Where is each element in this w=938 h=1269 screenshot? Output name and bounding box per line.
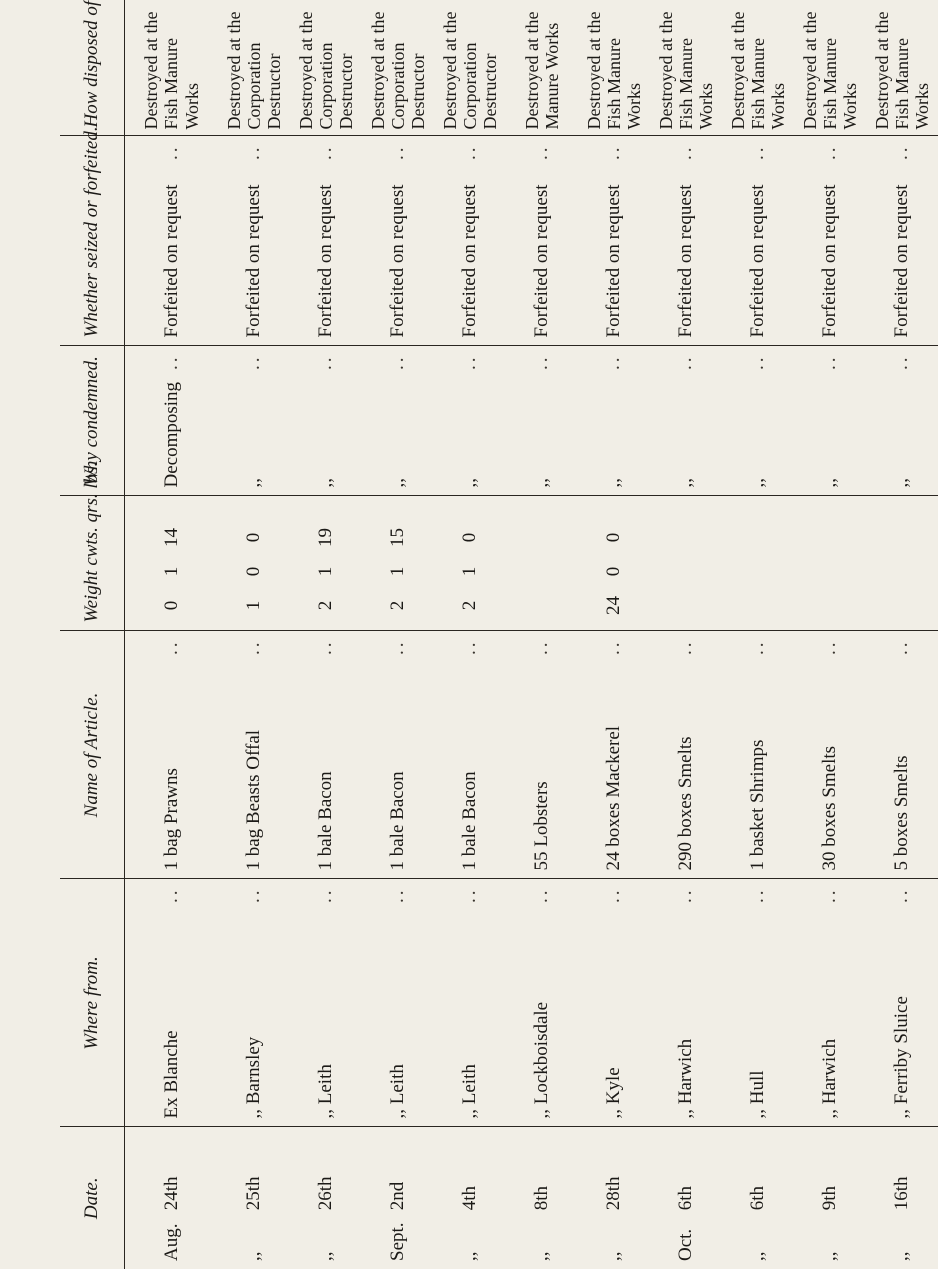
leader-dots: .. xyxy=(160,887,182,903)
article: 1 basket Shrimps xyxy=(747,739,768,871)
weight-cell xyxy=(506,496,578,631)
leader-dots: .. xyxy=(891,639,912,655)
leader-dots: .. xyxy=(315,639,336,655)
date-cell xyxy=(650,1127,722,1269)
reason: ,, xyxy=(387,478,408,488)
origin: ,, Leith xyxy=(459,1064,480,1119)
header-article: Name of Article. xyxy=(60,631,125,879)
leader-dots: .. xyxy=(531,639,552,655)
weight-cwts: 24 xyxy=(603,596,624,615)
weight-cell xyxy=(650,496,722,631)
disposal: Destroyed at the Fish Manure Works xyxy=(583,11,645,130)
date-cell xyxy=(506,1127,578,1269)
date-cell xyxy=(578,1127,650,1269)
table-row xyxy=(506,0,578,1269)
article-cell xyxy=(218,631,290,879)
leader-dots: .. xyxy=(819,887,840,903)
seized-cell xyxy=(578,136,650,346)
seized-status: Forfeited on request xyxy=(891,184,912,338)
day: 28th xyxy=(603,1176,624,1211)
leader-dots: .. xyxy=(531,887,552,903)
leader-dots: .. xyxy=(243,887,264,903)
seized-status: Forfeited on request xyxy=(459,184,480,338)
weight-qrs: 1 xyxy=(459,566,480,577)
month: ,, xyxy=(459,1251,480,1261)
origin: ,, Leith xyxy=(315,1064,336,1119)
day: 6th xyxy=(747,1185,768,1211)
disposal: Destroyed at the Fish Manure Works xyxy=(655,11,717,130)
table-row xyxy=(290,0,362,1269)
leader-dots: .. xyxy=(819,144,840,160)
header-seized-forfeited: Whether seized or forfeited. xyxy=(60,136,125,346)
month: ,, xyxy=(315,1251,336,1261)
leader-dots: .. xyxy=(315,887,336,903)
table-row xyxy=(218,0,290,1269)
leader-dots: .. xyxy=(387,639,408,655)
disposal: Destroyed at the Corporation Destructor xyxy=(295,11,357,130)
seized-status: Forfeited on request xyxy=(315,184,336,338)
day: 8th xyxy=(531,1185,552,1211)
month: ,, xyxy=(747,1251,768,1261)
origin: Ex Blanche xyxy=(160,1030,182,1119)
month: Aug. xyxy=(160,1223,182,1261)
weight-cell xyxy=(218,496,290,631)
leader-dots: .. xyxy=(747,887,768,903)
seized-status: Forfeited on request xyxy=(603,184,624,338)
disposed-cell xyxy=(434,0,506,136)
leader-dots: .. xyxy=(531,144,552,160)
date-cell xyxy=(434,1127,506,1269)
month: ,, xyxy=(603,1251,624,1261)
month: ,, xyxy=(891,1251,912,1261)
weight-lbs: 0 xyxy=(459,532,480,543)
where-from-cell xyxy=(866,879,938,1127)
disposed-cell xyxy=(866,0,938,136)
where-from-cell xyxy=(578,879,650,1127)
why-condemned-cell xyxy=(290,346,362,496)
weight-cwts: 1 xyxy=(243,600,264,611)
leader-dots: .. xyxy=(315,144,336,160)
weight-cell xyxy=(866,496,938,631)
leader-dots: .. xyxy=(747,354,768,370)
seized-status: Forfeited on request xyxy=(160,184,182,338)
article: 24 boxes Mackerel xyxy=(603,725,624,871)
leader-dots: .. xyxy=(243,354,264,370)
table-row xyxy=(722,0,794,1269)
weight-cell xyxy=(125,496,219,631)
condemned-food-table xyxy=(60,0,938,1269)
disposal: Destroyed at the Corporation Destructor xyxy=(367,11,429,130)
origin: ,, Harwich xyxy=(675,1038,696,1119)
leader-dots: .. xyxy=(387,887,408,903)
disposal: Destroyed at the Fish Manure Works xyxy=(871,11,933,130)
disposal: Destroyed at the Corporation Destructor xyxy=(223,11,285,130)
table-row xyxy=(362,0,434,1269)
article: 55 Lobsters xyxy=(531,781,552,871)
date-cell xyxy=(218,1127,290,1269)
weight-cell xyxy=(434,496,506,631)
where-from-cell xyxy=(650,879,722,1127)
leader-dots: .. xyxy=(160,639,182,655)
header-where-from: Where from. xyxy=(60,879,125,1127)
origin: ,, Kyle xyxy=(603,1067,624,1119)
reason: ,, xyxy=(819,478,840,488)
table-row xyxy=(794,0,866,1269)
article-cell xyxy=(794,631,866,879)
table-row xyxy=(125,0,219,1269)
disposal: Destroyed at the Manure Works xyxy=(521,11,562,130)
seized-status: Forfeited on request xyxy=(747,184,768,338)
header-why-condemned: Why condemned. xyxy=(60,346,125,496)
reason: ,, xyxy=(675,478,696,488)
table-row xyxy=(650,0,722,1269)
day: 24th xyxy=(160,1176,182,1211)
month: ,, xyxy=(531,1251,552,1261)
article: 1 bale Bacon xyxy=(387,771,408,871)
weight-cwts: 2 xyxy=(315,600,336,611)
origin: ,, Harwich xyxy=(819,1038,840,1119)
leader-dots: .. xyxy=(459,887,480,903)
leader-dots: .. xyxy=(819,354,840,370)
seized-status: Forfeited on request xyxy=(819,184,840,338)
disposed-cell xyxy=(218,0,290,136)
leader-dots: .. xyxy=(459,144,480,160)
seized-status: Forfeited on request xyxy=(387,184,408,338)
origin: ,, Hull xyxy=(747,1070,768,1119)
why-condemned-cell xyxy=(866,346,938,496)
article: 5 boxes Smelts xyxy=(891,755,912,871)
leader-dots: .. xyxy=(160,144,182,160)
article-cell xyxy=(290,631,362,879)
header-weight: Weight cwts. qrs. lbs. xyxy=(60,496,125,631)
leader-dots: .. xyxy=(603,639,624,655)
disposed-cell xyxy=(650,0,722,136)
where-from-cell xyxy=(290,879,362,1127)
reason: ,, xyxy=(603,478,624,488)
article: 1 bale Bacon xyxy=(459,771,480,871)
leader-dots: .. xyxy=(675,887,696,903)
leader-dots: .. xyxy=(315,354,336,370)
date-cell xyxy=(866,1127,938,1269)
article: 290 boxes Smelts xyxy=(675,736,696,871)
where-from-cell xyxy=(218,879,290,1127)
day: 25th xyxy=(243,1176,264,1211)
month: Oct. xyxy=(675,1228,696,1261)
reason: ,, xyxy=(891,478,912,488)
day: 4th xyxy=(459,1185,480,1211)
disposed-cell xyxy=(506,0,578,136)
leader-dots: .. xyxy=(459,639,480,655)
weight-qrs: 0 xyxy=(243,566,264,577)
origin: ,, Barnsley xyxy=(243,1036,264,1119)
leader-dots: .. xyxy=(243,639,264,655)
day: 16th xyxy=(891,1176,912,1211)
date-cell xyxy=(722,1127,794,1269)
why-condemned-cell xyxy=(578,346,650,496)
weight-cwts: 2 xyxy=(459,600,480,611)
seized-cell xyxy=(866,136,938,346)
weight-lbs: 0 xyxy=(603,532,624,543)
weight-cell xyxy=(578,496,650,631)
leader-dots: .. xyxy=(675,354,696,370)
reason: ,, xyxy=(747,478,768,488)
disposal: Destroyed at the Corporation Destructor xyxy=(439,11,501,130)
disposed-cell xyxy=(290,0,362,136)
date-cell xyxy=(794,1127,866,1269)
disposal: Destroyed at the Fish Manure Works xyxy=(727,11,789,130)
day: 6th xyxy=(675,1185,696,1211)
table-row xyxy=(434,0,506,1269)
why-condemned-cell xyxy=(722,346,794,496)
leader-dots: .. xyxy=(243,144,264,160)
date-cell xyxy=(362,1127,434,1269)
leader-dots: .. xyxy=(531,354,552,370)
leader-dots: .. xyxy=(819,639,840,655)
article-cell xyxy=(578,631,650,879)
month: ,, xyxy=(243,1251,264,1261)
weight-cwts: 2 xyxy=(387,600,408,611)
article-cell xyxy=(434,631,506,879)
where-from-cell xyxy=(722,879,794,1127)
weight-cell xyxy=(362,496,434,631)
header-disposed-of: How disposed of xyxy=(60,0,125,136)
reason: ,, xyxy=(531,478,552,488)
leader-dots: .. xyxy=(603,354,624,370)
leader-dots: .. xyxy=(387,354,408,370)
leader-dots: .. xyxy=(747,144,768,160)
date-cell xyxy=(125,1127,219,1269)
article-cell xyxy=(362,631,434,879)
leader-dots: .. xyxy=(675,144,696,160)
table-row xyxy=(866,0,938,1269)
article: 30 boxes Smelts xyxy=(819,745,840,871)
disposal: Destroyed at the Fish Manure Works xyxy=(799,11,861,130)
article-cell xyxy=(125,631,219,879)
disposed-cell xyxy=(722,0,794,136)
leader-dots: .. xyxy=(387,144,408,160)
weight-lbs: 19 xyxy=(315,528,336,547)
weight-lbs: 15 xyxy=(387,528,408,547)
leader-dots: .. xyxy=(603,144,624,160)
seized-cell xyxy=(290,136,362,346)
day: 26th xyxy=(315,1176,336,1211)
article-cell xyxy=(722,631,794,879)
weight-lbs: 0 xyxy=(243,532,264,543)
reason: ,, xyxy=(243,478,264,488)
why-condemned-cell xyxy=(794,346,866,496)
seized-cell xyxy=(794,136,866,346)
header-date: Date. xyxy=(60,1127,125,1269)
where-from-cell xyxy=(506,879,578,1127)
leader-dots: .. xyxy=(747,639,768,655)
weight-qrs: 1 xyxy=(315,566,336,577)
weight-qrs: 1 xyxy=(160,566,182,577)
weight-qrs: 0 xyxy=(603,566,624,577)
where-from-cell xyxy=(362,879,434,1127)
weight-cwts: 0 xyxy=(160,600,182,611)
seized-cell xyxy=(434,136,506,346)
weight-cell xyxy=(290,496,362,631)
table-row xyxy=(578,0,650,1269)
reason: ,, xyxy=(315,478,336,488)
where-from-cell xyxy=(125,879,219,1127)
disposal: Destroyed at the Fish Manure Works xyxy=(141,11,202,130)
weight-lbs: 14 xyxy=(160,528,182,547)
day: 2nd xyxy=(387,1181,408,1211)
why-condemned-cell xyxy=(362,346,434,496)
why-condemned-cell xyxy=(506,346,578,496)
why-condemned-cell xyxy=(434,346,506,496)
article: 1 bag Prawns xyxy=(160,768,182,871)
origin: ,, Leith xyxy=(387,1064,408,1119)
seized-status: Forfeited on request xyxy=(675,184,696,338)
disposed-cell xyxy=(578,0,650,136)
why-condemned-cell xyxy=(650,346,722,496)
leader-dots: .. xyxy=(160,354,182,370)
month: ,, xyxy=(819,1251,840,1261)
reason: ,, xyxy=(459,478,480,488)
leader-dots: .. xyxy=(891,144,912,160)
seized-status: Forfeited on request xyxy=(243,184,264,338)
leader-dots: .. xyxy=(675,639,696,655)
disposed-cell xyxy=(794,0,866,136)
header-row xyxy=(60,0,125,1269)
origin: ,, Ferriby Sluice xyxy=(891,996,912,1119)
why-condemned-cell xyxy=(125,346,219,496)
disposed-cell xyxy=(362,0,434,136)
weight-cell xyxy=(722,496,794,631)
why-condemned-cell xyxy=(218,346,290,496)
article: 1 bag Beasts Offal xyxy=(243,729,264,871)
article-cell xyxy=(650,631,722,879)
article-cell xyxy=(506,631,578,879)
seized-cell xyxy=(125,136,219,346)
origin: ,, Lockboisdale xyxy=(531,1001,552,1119)
seized-status: Forfeited on request xyxy=(531,184,552,338)
leader-dots: .. xyxy=(891,887,912,903)
month: Sept. xyxy=(387,1222,408,1261)
leader-dots: .. xyxy=(891,354,912,370)
leader-dots: .. xyxy=(459,354,480,370)
article-cell xyxy=(866,631,938,879)
leader-dots: .. xyxy=(603,887,624,903)
seized-cell xyxy=(650,136,722,346)
day: 9th xyxy=(819,1185,840,1211)
article: 1 bale Bacon xyxy=(315,771,336,871)
seized-cell xyxy=(506,136,578,346)
reason: Decomposing xyxy=(160,381,182,488)
seized-cell xyxy=(362,136,434,346)
weight-qrs: 1 xyxy=(387,566,408,577)
where-from-cell xyxy=(434,879,506,1127)
date-cell xyxy=(290,1127,362,1269)
disposed-cell xyxy=(125,0,219,136)
seized-cell xyxy=(218,136,290,346)
seized-cell xyxy=(722,136,794,346)
where-from-cell xyxy=(794,879,866,1127)
weight-cell xyxy=(794,496,866,631)
